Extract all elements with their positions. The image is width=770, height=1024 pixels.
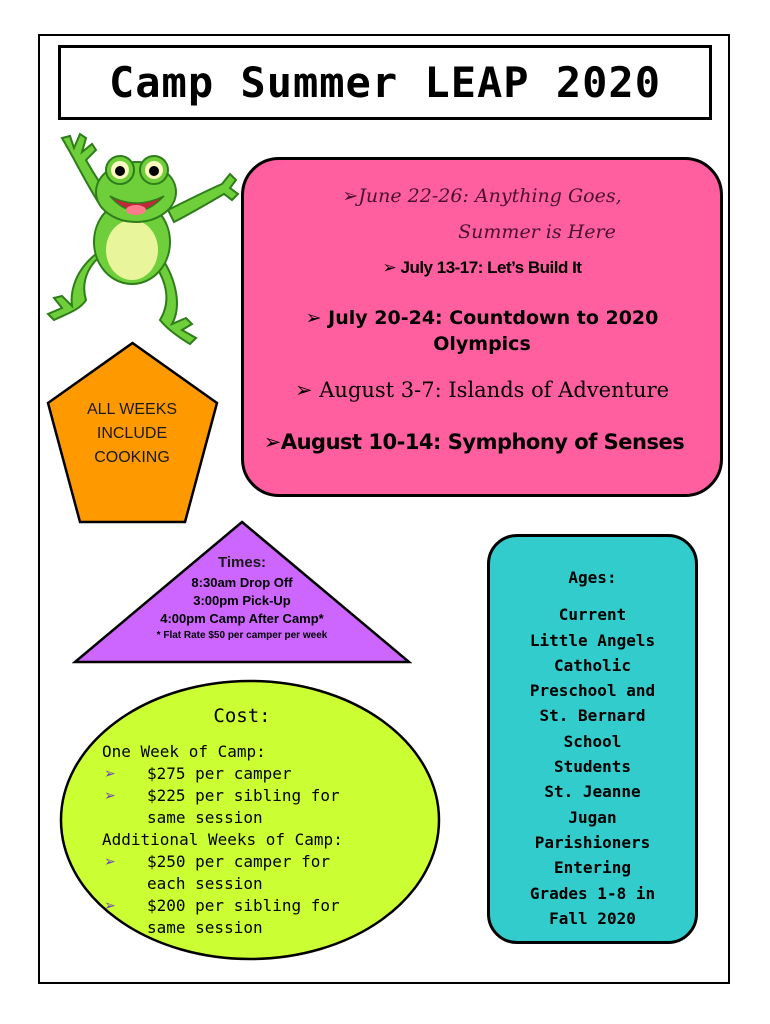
ages-line: St. Bernard: [539, 706, 646, 726]
ages-line: School: [563, 731, 622, 751]
schedule-item-week-1: ➢June 22-26: Anything Goes, Summer is Here: [342, 185, 622, 243]
times-line: 8:30am Drop Off: [191, 575, 293, 590]
page-title: Camp Summer LEAP 2020: [108, 58, 661, 107]
times-info: [122, 552, 362, 644]
arrow-bullet-icon: ➢: [294, 378, 313, 402]
cost-item: ➢ $275 per camper: [104, 764, 292, 783]
ages-line: Entering: [553, 858, 632, 878]
ages-line: Catholic: [553, 655, 632, 675]
ages-line: Current: [558, 605, 627, 625]
title-box: [58, 45, 712, 120]
arrow-bullet-icon: ➢: [104, 766, 116, 782]
arrow-bullet-icon: ➢: [342, 185, 359, 207]
cost-info: [102, 705, 422, 939]
ages-line: Little Angels: [529, 630, 656, 650]
one-week-label: One Week of Camp:: [102, 742, 266, 761]
ages-info: [490, 565, 695, 931]
ages-line: Preschool and: [529, 681, 656, 701]
cooking-line: INCLUDE: [96, 425, 168, 442]
arrow-bullet-icon: ➢: [382, 258, 397, 278]
ages-line: Grades 1-8 in: [529, 883, 656, 903]
cost-item: ➢ $200 per sibling for same session: [104, 896, 340, 937]
frog-illustration: [40, 130, 240, 360]
additional-weeks-label: Additional Weeks of Camp:: [102, 830, 343, 849]
times-note: * Flat Rate $50 per camper per week: [156, 630, 328, 641]
arrow-bullet-icon: ➢: [263, 430, 281, 454]
arrow-bullet-icon: ➢: [104, 898, 116, 914]
arrow-bullet-icon: ➢: [104, 854, 116, 870]
schedule-item-week-2: ➢ July 13-17: Let’s Build It: [382, 258, 582, 278]
cost-item: ➢ $250 per camper for each session: [104, 852, 331, 893]
cooking-line: COOKING: [94, 449, 170, 466]
arrow-bullet-icon: ➢: [305, 307, 322, 329]
schedule-item-week-5: ➢August 10-14: Symphony of Senses: [263, 430, 685, 454]
ages-line: Fall 2020: [549, 908, 636, 928]
ages-line: Students: [553, 757, 632, 777]
ages-box: [487, 534, 698, 944]
ages-line: Parishioners: [534, 832, 651, 852]
schedule-item-week-3: ➢ July 20-24: Countdown to 2020 Olympics: [305, 307, 659, 355]
arrow-bullet-icon: ➢: [104, 788, 116, 804]
ages-line: St. Jeanne: [544, 782, 641, 802]
times-line: 4:00pm Camp After Camp*: [160, 611, 324, 626]
ages-heading: Ages:: [568, 568, 617, 587]
cooking-line: ALL WEEKS: [86, 401, 178, 418]
ages-line: Jugan: [568, 807, 617, 827]
schedule-item-week-4: ➢ August 3-7: Islands of Adventure: [294, 378, 670, 402]
times-line: 3:00pm Pick-Up: [193, 593, 291, 608]
cooking-note: [62, 398, 202, 470]
cost-item: ➢ $225 per sibling for same session: [104, 786, 340, 827]
times-heading: Times:: [217, 554, 267, 571]
cost-heading: Cost:: [213, 705, 271, 727]
schedule-box: [241, 157, 723, 497]
